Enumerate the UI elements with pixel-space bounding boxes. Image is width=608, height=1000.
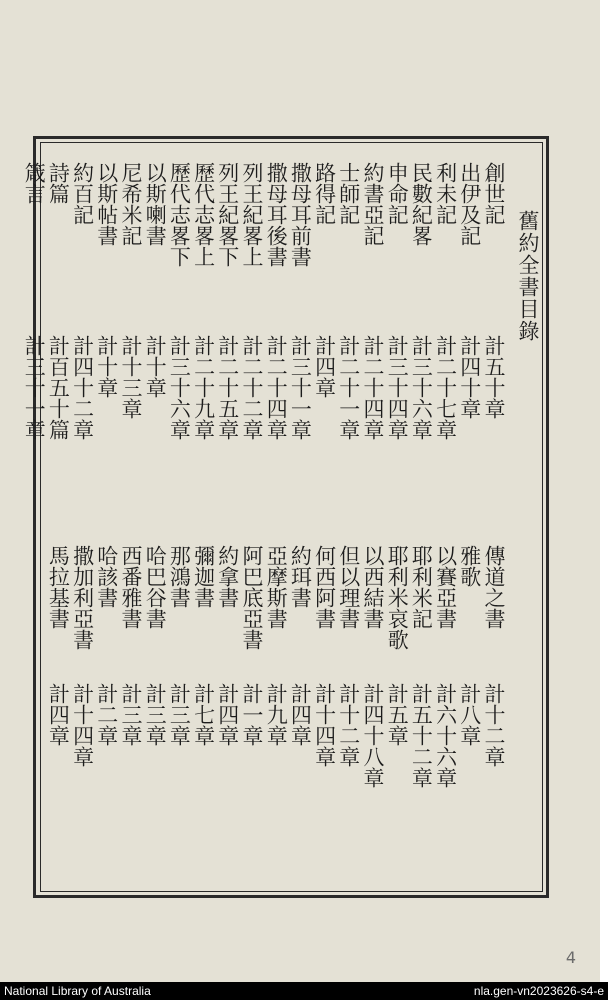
chapter-count: 計四十章 [457,335,482,419]
chapter-count: 計二十七章 [433,335,458,440]
chapter-count: 計三十六章 [167,335,192,440]
chapter-count: 計三十一章 [288,335,313,440]
footer-credit: National Library of Australia [4,984,151,998]
chapter-count: 計三章 [167,683,192,746]
book-name: 亞摩斯書 [264,545,289,629]
book-name: 以斯帖書 [94,162,119,246]
page-number: 4 [565,948,576,967]
book-name: 撒加利亞書 [70,545,95,650]
chapter-count: 計九章 [264,683,289,746]
chapter-count: 計六十六章 [433,683,458,788]
book-name: 歷代志畧下 [167,162,192,267]
book-name: 約珥書 [288,545,313,608]
chapter-count: 計三十六章 [409,335,434,440]
book-name: 列王紀畧上 [240,162,264,267]
chapter-count: 計四章 [46,683,71,746]
book-name: 出伊及記 [457,162,482,246]
chapter-count: 計二十四章 [361,335,385,440]
book-name: 阿巴底亞書 [240,545,264,650]
book-name: 列王紀畧下 [215,162,240,267]
chapter-count: 計二十九章 [191,335,216,440]
chapter-count: 計十二章 [336,683,361,767]
chapter-count: 計二十二章 [240,335,264,440]
chapter-count: 計十二章 [482,683,506,767]
chapter-count: 計十四章 [70,683,95,767]
book-name: 馬拉基書 [46,545,71,629]
chapter-count: 計七章 [191,683,216,746]
book-name: 創世記 [482,162,506,225]
chapter-count: 計八章 [457,683,482,746]
book-name: 利未記 [433,162,458,225]
book-name: 撒母耳後書 [264,162,289,267]
chapter-count: 計四章 [288,683,313,746]
chapter-count: 計二章 [94,683,119,746]
chapter-count: 計一章 [240,683,264,746]
book-name: 彌迦書 [191,545,216,608]
chapter-count: 計四十八章 [361,683,385,788]
chapter-count: 計三十一章 [22,335,47,440]
footer-bar [0,982,608,1000]
book-name: 民數紀畧 [409,162,434,246]
book-name: 歷代志畧上 [191,162,216,267]
book-name: 尼希米記 [119,162,143,246]
book-name: 耶利米記 [409,545,434,629]
book-name: 但以理書 [336,545,361,629]
book-name: 箴言 [22,162,47,204]
chapter-count: 計十章 [143,335,168,398]
book-name: 雅歌 [457,545,482,587]
chapter-count: 計五章 [385,683,410,746]
book-name: 哈巴谷書 [143,545,168,629]
book-name: 西番雅書 [119,545,143,629]
book-name: 申命記 [385,162,410,225]
book-name: 以西結書 [361,545,385,629]
book-name: 以賽亞書 [433,545,458,629]
chapter-count: 計十三章 [119,335,143,419]
chapter-count: 計十章 [94,335,119,398]
book-name: 何西阿書 [312,545,337,629]
book-name: 路得記 [312,162,337,225]
book-name: 詩篇 [46,162,71,204]
book-name: 士師記 [336,162,361,225]
book-name: 耶利米哀歌 [385,545,410,650]
chapter-count: 計四章 [312,335,337,398]
book-name: 約百記 [70,162,95,225]
chapter-count: 計三章 [119,683,143,746]
chapter-count: 計五十二章 [409,683,434,788]
footer-identifier: nla.gen-vn2023626-s4-e [473,984,604,998]
book-name: 哈該書 [94,545,119,608]
chapter-count: 計三章 [143,683,168,746]
page-title: 舊約全書目錄 [516,210,540,342]
chapter-count: 計四十二章 [70,335,95,440]
chapter-count: 計四章 [215,683,240,746]
book-name: 約書亞記 [361,162,385,246]
book-name: 以斯喇書 [143,162,168,246]
chapter-count: 計百五十篇 [46,335,71,440]
chapter-count: 計二十四章 [264,335,289,440]
chapter-count: 計二十五章 [215,335,240,440]
book-name: 約拿書 [215,545,240,608]
chapter-count: 計二十一章 [336,335,361,440]
page-edge [600,0,608,982]
book-name: 那鴻書 [167,545,192,608]
chapter-count: 計十四章 [312,683,337,767]
chapter-count: 計五十章 [482,335,506,419]
chapter-count: 計三十四章 [385,335,410,440]
book-name: 撒母耳前書 [288,162,313,267]
book-name: 傳道之書 [482,545,506,629]
